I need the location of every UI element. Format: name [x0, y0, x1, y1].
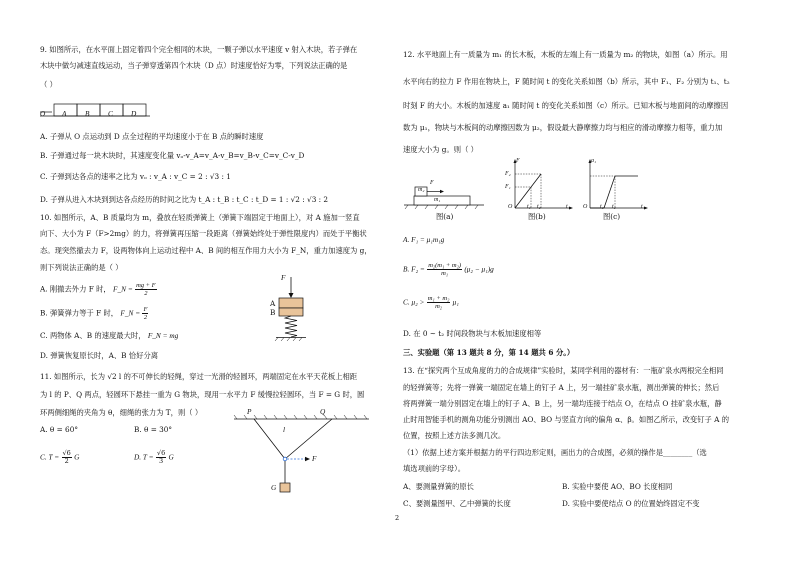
q11-option-d-post: G: [168, 452, 174, 462]
q10-option-c-eq: F_N = mg: [147, 331, 179, 340]
q12-stem-line4: 数为 μ₁，物块与木板间的动摩擦因数为 μ₂，假设最大静摩擦力均与相应的滑动摩擦力相等，重力加: [403, 123, 723, 132]
q13-line6: （1）依据上述方案并根据力的平行四边形定则，画出力的合成图，必须的操作是________（选: [403, 448, 707, 457]
q12-fig-a-m1: m₁: [434, 197, 441, 203]
q12-fig-a-F: F: [430, 180, 434, 186]
q11-fig-label-Q: Q: [320, 407, 326, 416]
q11-fig-label-P: P: [247, 407, 252, 416]
page-number: 2: [395, 514, 400, 522]
q12-option-b-pre: B. F₂ =: [403, 264, 425, 274]
q10-option-a-lhs: F_N =: [113, 284, 133, 294]
q10-option-b-lhs: F_N =: [120, 308, 141, 318]
q9-option-c: C. 子弹到达各点的速率之比为 vₒ : v_A : v_C = 2 : √3 : 1: [40, 172, 231, 181]
q11-ring-figure: [234, 410, 374, 495]
q12-fig-b-caption: 图(b): [528, 212, 546, 221]
q13-line2: 的轻弹簧等；先将一弹簧一端固定在墙上的钉子 A 上，另一端挂矿泉水瓶，测出弹簧的伸长；然后: [403, 383, 720, 392]
q11-fig-label-F: F: [312, 454, 317, 463]
q12-fig-b-F2: F₂: [505, 171, 511, 177]
q13-option-d: D. 实验中要使结点 O 的位置始终固定不变: [562, 499, 700, 508]
q13-option-a: A、要测量弹簧的原长: [403, 482, 474, 491]
q12-option-c-post: μ₁: [452, 297, 459, 307]
q13-option-b: B. 实验中要使 AO、BO 长度相同: [562, 482, 673, 491]
q11-option-c: [40, 450, 79, 465]
q12-fig-a-caption: 图(a): [436, 212, 454, 221]
q12-option-b-post: (μ₂ − μ₁)g: [464, 264, 494, 274]
q10-stem-line4: 则下列说法正确的是（ ）: [40, 263, 123, 272]
q11-option-d-num: √6: [156, 449, 166, 457]
q12-option-a: A. F₁ = μ₁m₁g: [403, 235, 445, 244]
q11-option-c-num: √6: [62, 449, 71, 457]
q9-stem-line1: 9. 如图所示，在水平面上固定着四个完全相同的木块，一颗子弹以水平速度 v 射入木块，若子弹在: [40, 45, 358, 54]
q11-stem-line2: 为 l 的 P、Q 两点，轻圆环下悬挂一重为 G 物块，现用一水平力 F 缓慢拉轻圆环，当 F = G 时，圆: [40, 390, 365, 399]
q11-fig-label-l: l: [283, 425, 286, 434]
q12-option-b-num: m₂(m₁ + m₂): [428, 262, 462, 269]
q12-fig-b-F: F: [516, 158, 520, 164]
q13-option-c: C、要测量图甲、乙中弹簧的长度: [403, 499, 511, 508]
q11-option-d-fraction: [156, 450, 166, 465]
q12-stem-line2: 水平向右的拉力 F 作用在物块上，F 随时间 t 的变化关系如图（b）所示，其中 F₁、F₂ 分别为 t₁、t₂: [403, 77, 730, 86]
q11-option-d: [134, 450, 174, 465]
q12-option-c-den: m₂: [435, 303, 443, 310]
q10-option-c: [40, 331, 178, 340]
q12-stem-line3: 时刻 F 的大小。木板的加速度 a₁ 随时间 t 的变化关系如图（c）所示。已知木板与地面间的动摩擦因: [403, 101, 729, 110]
q12-fig-a-m2: m₂: [418, 187, 425, 193]
q11-stem-line1: 11. 如图所示，长为 √2 l 的不可伸长的轻绳，穿过一光滑的轻圆环，两端固定在水平天花板上相距: [40, 372, 358, 381]
q10-option-b: [40, 306, 148, 321]
q10-option-d: D. 弹簧恢复原长时，A、B 恰好分离: [40, 351, 159, 360]
q12-option-d: D. 在 0 ~ t₂ 时间段物块与木板加速度相等: [403, 329, 542, 338]
q13-line1: 13. 在“探究两个互成角度的力的合成规律”实验时，某同学利用的器材有：一瓶矿泉水两根完全相同: [403, 366, 724, 375]
q10-stem-line1: 10. 如图所示，A、B 质量均为 m，叠放在轻质弹簧上（弹簧下端固定于地面上），对 A 施加一竖直: [40, 213, 360, 222]
q10-option-a: [40, 282, 157, 297]
q11-option-d-pre: D. T =: [134, 452, 154, 462]
q12-fig-c-t: t: [641, 204, 643, 210]
q12-stem-line5: 速度大小为 g。则（ ）: [403, 145, 478, 154]
q9-label-A: A: [62, 109, 67, 118]
q10-fig-label-B: B: [270, 308, 276, 317]
q9-answer-blank: （ ）: [40, 80, 57, 89]
q11-option-c-pre: C. T =: [40, 452, 60, 462]
q12-fig-b-t2: t₂: [537, 204, 541, 210]
q10-fig-label-A: A: [270, 299, 276, 308]
q12-fig-b-F1: F₁: [505, 184, 511, 190]
q9-label-O: O: [40, 109, 46, 118]
q12-option-c-pre: C. μ₂ >: [403, 297, 425, 307]
q12-option-c-fraction: [427, 295, 451, 310]
section3-heading: 三、实验题（第 13 题共 8 分，第 14 题共 6 分。）: [403, 348, 575, 357]
q9-option-a: A. 子弹从 O 点运动到 D 点全过程的平均速度小于在 B 点的瞬时速度: [40, 132, 264, 141]
q11-option-c-den: 2: [64, 457, 69, 465]
q10-stem-line3: 态。现突然撤去力 F，设两物体向上运动过程中 A、B 间的相互作用力大小为 F_N，重力加速度为 g，: [40, 246, 372, 255]
q11-fig-label-G: G: [271, 483, 277, 492]
q12-figure-a: [404, 175, 486, 215]
q12-fig-b-t: t: [566, 204, 568, 210]
q12-fig-b-t1: t₁: [527, 204, 531, 210]
q9-option-d: D. 子弹从进入木块到到达各点经历的时间之比为 t_A : t_B : t_C : t_D = 1 : √2 : √3 : 2: [40, 195, 329, 204]
q9-label-B: B: [85, 109, 90, 118]
q9-stem-line2: 木块中做匀减速直线运动，当子弹穿透第四个木块（D 点）时速度恰好为零，下列说法正确的是: [40, 61, 348, 70]
q12-option-b-fraction: [427, 262, 462, 277]
q10-option-b-den: 2: [143, 314, 148, 321]
q12-fig-c-O: O: [583, 204, 588, 210]
q9-label-D: D: [131, 109, 137, 118]
q9-option-b: B. 子弹通过每一块木块时，其速度变化量 vₒ-v_A=v_A-v_B=v_B-v_C=v_C-v_D: [40, 151, 305, 160]
q10-stem-line2: 向下、大小为 F（F>2mg）的力，将弹簧再压缩一段距离（弹簧始终处于弹性限度内）而处于平衡状: [40, 229, 367, 238]
q10-option-b-text: B. 弹簧弹力等于 F 时，: [40, 308, 119, 318]
q12-fig-b-O: O: [508, 204, 513, 210]
q12-fig-c-t1: t₁: [600, 204, 604, 210]
q10-option-a-text: A. 刚撤去外力 F 时，: [40, 284, 111, 294]
q10-option-a-fraction: [135, 282, 157, 297]
q13-line4: 止时用智能手机的测角功能分别测出 AO、BO 与竖直方向的偏角 α、β。如图乙所示，改变钉子 A 的: [403, 415, 730, 424]
q11-option-a: A. θ = 60°: [40, 425, 78, 434]
q12-option-c: [403, 295, 459, 310]
q10-option-c-text: C. 两物体 A、B 的速度最大时，: [40, 331, 146, 340]
q10-option-b-num: F: [143, 306, 148, 313]
q13-line7: 填选项前的字母）。: [403, 464, 466, 473]
q12-fig-c-a1: a₁: [591, 158, 597, 164]
q12-fig-c-t2: t₂: [612, 204, 616, 210]
q10-option-a-den: 2: [144, 290, 148, 297]
q11-option-b: B. θ = 30°: [134, 425, 173, 434]
q10-option-b-fraction: [142, 306, 148, 321]
q12-stem-line1: 12. 水平地面上有一质量为 m₁ 的长木板，木板的左端上有一质量为 m₂ 的物块，如图（a）所示。用: [403, 50, 728, 59]
q12-option-b: [403, 262, 494, 277]
q11-option-c-fraction: [62, 450, 72, 465]
q11-stem-line3: 环两侧细绳的夹角为 θ，细绳的张力为 T，则（ ）: [40, 408, 203, 417]
q12-option-b-den: m₁: [441, 270, 449, 277]
q13-line3: 将两弹簧一端分别固定在墙上的钉子 A、B 上，另一端均连接于结点 O，在结点 O 挂矿泉水瓶，静: [403, 399, 722, 408]
q13-line5: 位置，按照上述方法多测几次。: [403, 431, 506, 440]
q12-option-c-num: m₁ + m₂: [427, 295, 450, 302]
q10-option-a-num: mg + F: [136, 282, 156, 289]
q11-option-d-den: 3: [158, 457, 164, 465]
q10-fig-label-F: F: [281, 273, 286, 282]
q11-option-c-post: G: [74, 452, 80, 462]
q9-label-C: C: [108, 109, 113, 118]
q12-fig-c-caption: 图(c): [603, 212, 621, 221]
